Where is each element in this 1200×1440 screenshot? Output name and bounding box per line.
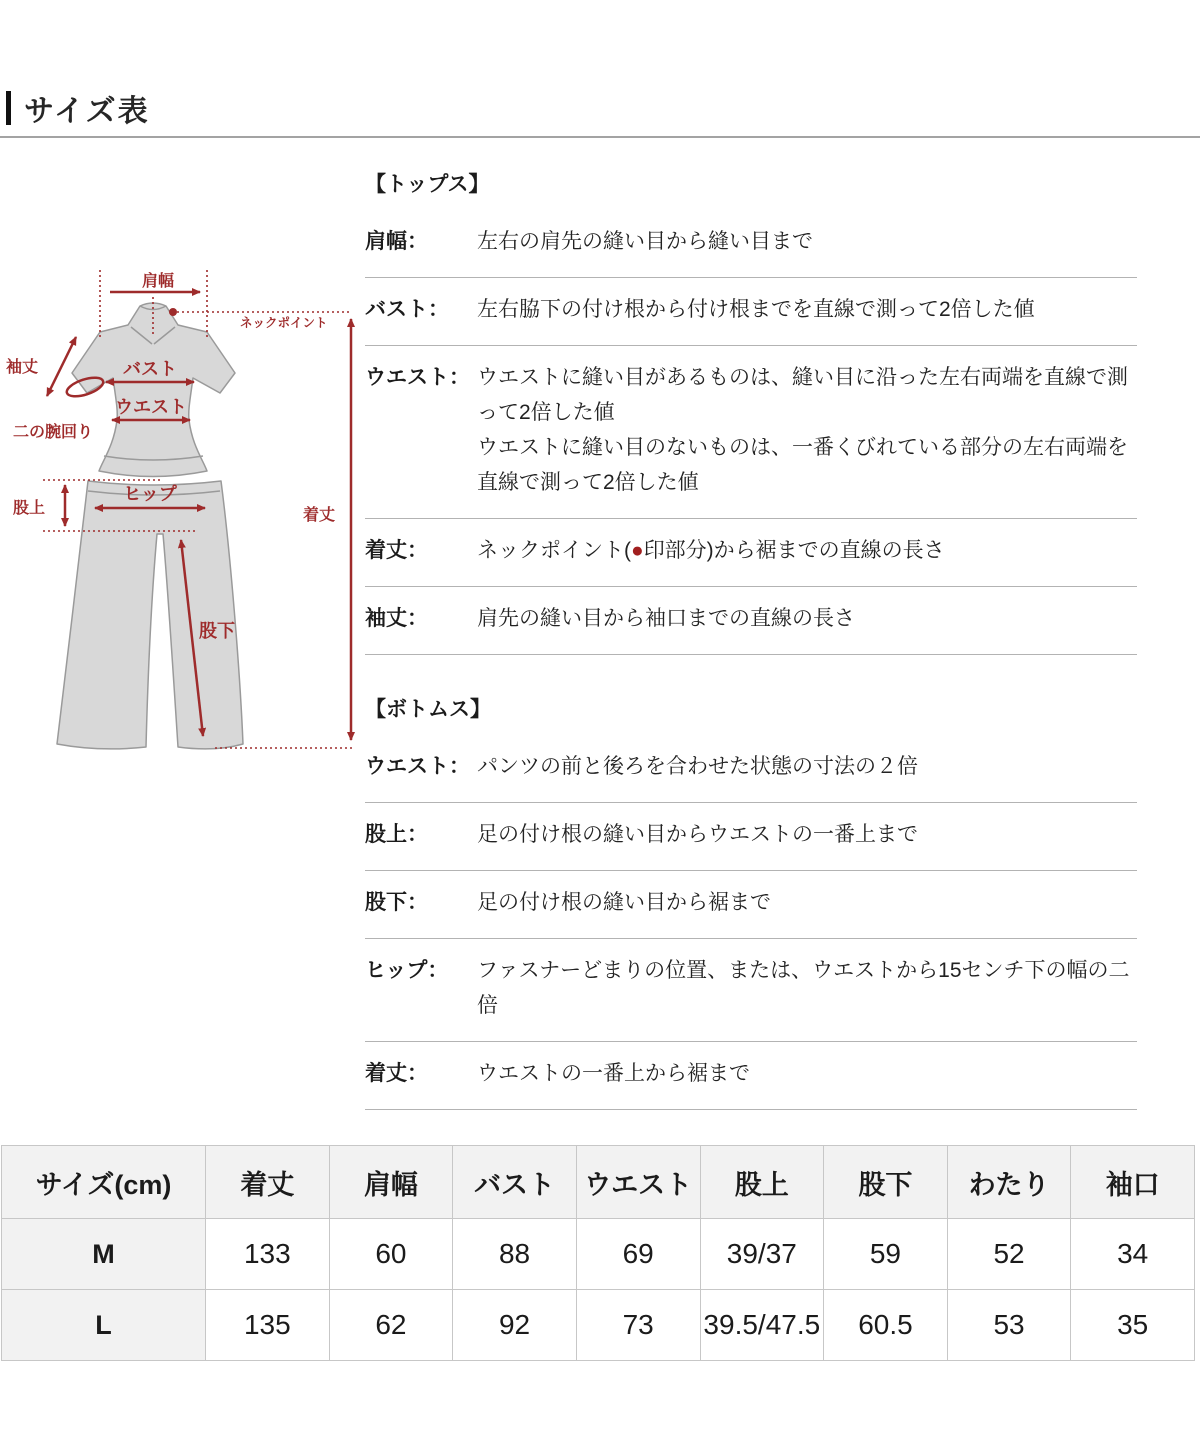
size-table xyxy=(1,1145,1195,1361)
col-header-waist: ウエスト xyxy=(576,1146,700,1219)
size-table-header-row xyxy=(2,1146,1195,1219)
cell-value: 60.5 xyxy=(824,1290,948,1361)
label-rise: 股上 xyxy=(13,500,46,517)
label-waist: ウエスト xyxy=(115,397,187,417)
cell-value: 59 xyxy=(824,1219,948,1290)
col-header-rise: 股上 xyxy=(700,1146,824,1219)
desc-post: 印部分)から裾までの直線の長さ xyxy=(643,539,945,562)
neck-point-dot: ● xyxy=(631,539,644,562)
tops-section-header: 【トップス】 xyxy=(365,173,490,196)
page-title: サイズ表 xyxy=(24,95,150,128)
definition-row-length-top xyxy=(365,519,1137,587)
definition-row-shoulder xyxy=(365,210,1137,278)
definition-desc xyxy=(477,533,1137,568)
size-table-row-l xyxy=(2,1290,1195,1361)
cell-value: 92 xyxy=(453,1290,577,1361)
label-shoulder-width: 肩幅 xyxy=(141,273,175,290)
size-label: M xyxy=(2,1219,206,1290)
page-title-row xyxy=(0,86,1200,130)
neck-point-marker xyxy=(169,308,177,316)
definition-term: ウエスト： xyxy=(365,366,470,389)
cell-value: 60 xyxy=(329,1219,453,1290)
definition-desc xyxy=(477,360,1137,500)
definition-desc-line1: ウエストに縫い目があるものは、縫い目に沿った左右両端を直線で測って2倍した値 xyxy=(477,366,1128,424)
label-upper-arm: 二の腕回り xyxy=(13,424,94,441)
size-label: L xyxy=(2,1290,206,1361)
definition-desc: ウエストの一番上から裾まで xyxy=(477,1062,750,1085)
measurement-definitions xyxy=(365,168,1137,1110)
cell-value: 52 xyxy=(947,1219,1071,1290)
cell-value: 88 xyxy=(453,1219,577,1290)
definition-row-inseam xyxy=(365,871,1137,939)
definition-term: ウエスト： xyxy=(365,755,470,778)
label-bust: バスト xyxy=(123,359,177,379)
definition-row-hip xyxy=(365,939,1137,1042)
definition-desc: 足の付け根の縫い目から裾まで xyxy=(477,891,771,914)
size-table-row-m xyxy=(2,1219,1195,1290)
definition-term: 肩幅： xyxy=(365,230,428,253)
cell-value: 135 xyxy=(206,1290,330,1361)
definition-row-waist-top xyxy=(365,346,1137,519)
definition-desc-line2: ウエストに縫い目のないものは、一番くびれている部分の左右両端を直線で測って2倍した値 xyxy=(477,436,1128,494)
label-hip: ヒップ xyxy=(123,484,177,504)
definition-term: 着丈： xyxy=(365,539,428,562)
definition-term: ヒップ： xyxy=(365,959,449,982)
col-header-size: サイズ(cm) xyxy=(2,1146,206,1219)
definition-desc: 左右の肩先の縫い目から縫い目まで xyxy=(477,230,813,253)
cell-value: 39/37 xyxy=(700,1219,824,1290)
col-header-length: 着丈 xyxy=(206,1146,330,1219)
definition-desc: ファスナーどまりの位置、または、ウエストから15センチ下の幅の二倍 xyxy=(477,959,1130,1017)
label-sleeve-length: 袖丈 xyxy=(6,359,39,376)
definition-term: 袖丈： xyxy=(365,607,428,630)
definition-term: 股上： xyxy=(365,823,428,846)
definition-term: 股下： xyxy=(365,891,428,914)
definition-term: 着丈： xyxy=(365,1062,428,1085)
definition-row-bust xyxy=(365,278,1137,346)
cell-value: 35 xyxy=(1071,1290,1195,1361)
cell-value: 39.5/47.5 xyxy=(700,1290,824,1361)
definition-row-waist-bottom xyxy=(365,735,1137,803)
definition-desc: 左右脇下の付け根から付け根までを直線で測って2倍した値 xyxy=(477,298,1035,321)
label-inseam: 股下 xyxy=(199,621,235,641)
cell-value: 34 xyxy=(1071,1219,1195,1290)
definition-row-length-bottom xyxy=(365,1042,1137,1110)
cell-value: 62 xyxy=(329,1290,453,1361)
col-header-shoulder: 肩幅 xyxy=(329,1146,453,1219)
definition-row-rise xyxy=(365,803,1137,871)
col-header-cuff: 袖口 xyxy=(1071,1146,1195,1219)
cell-value: 73 xyxy=(576,1290,700,1361)
definition-term: バスト： xyxy=(365,298,449,321)
col-header-inseam: 股下 xyxy=(824,1146,948,1219)
definition-row-sleeve xyxy=(365,587,1137,655)
cell-value: 53 xyxy=(947,1290,1071,1361)
pants-illustration xyxy=(57,481,243,749)
col-header-thigh: わたり xyxy=(947,1146,1071,1219)
definition-desc: 肩先の縫い目から袖口までの直線の長さ xyxy=(477,607,855,630)
definition-desc: パンツの前と後ろを合わせた状態の寸法の２倍 xyxy=(477,755,918,778)
col-header-bust: バスト xyxy=(453,1146,577,1219)
bottoms-section-header: 【ボトムス】 xyxy=(365,698,491,721)
measurement-diagram xyxy=(0,250,380,810)
title-divider xyxy=(0,136,1200,138)
desc-pre: ネックポイント( xyxy=(477,539,631,562)
definition-desc: 足の付け根の縫い目からウエストの一番上まで xyxy=(477,823,918,846)
label-neck-point: ネックポイント xyxy=(240,316,328,330)
cell-value: 133 xyxy=(206,1219,330,1290)
title-accent-bar xyxy=(6,91,11,125)
cell-value: 69 xyxy=(576,1219,700,1290)
label-length: 着丈 xyxy=(303,507,336,524)
